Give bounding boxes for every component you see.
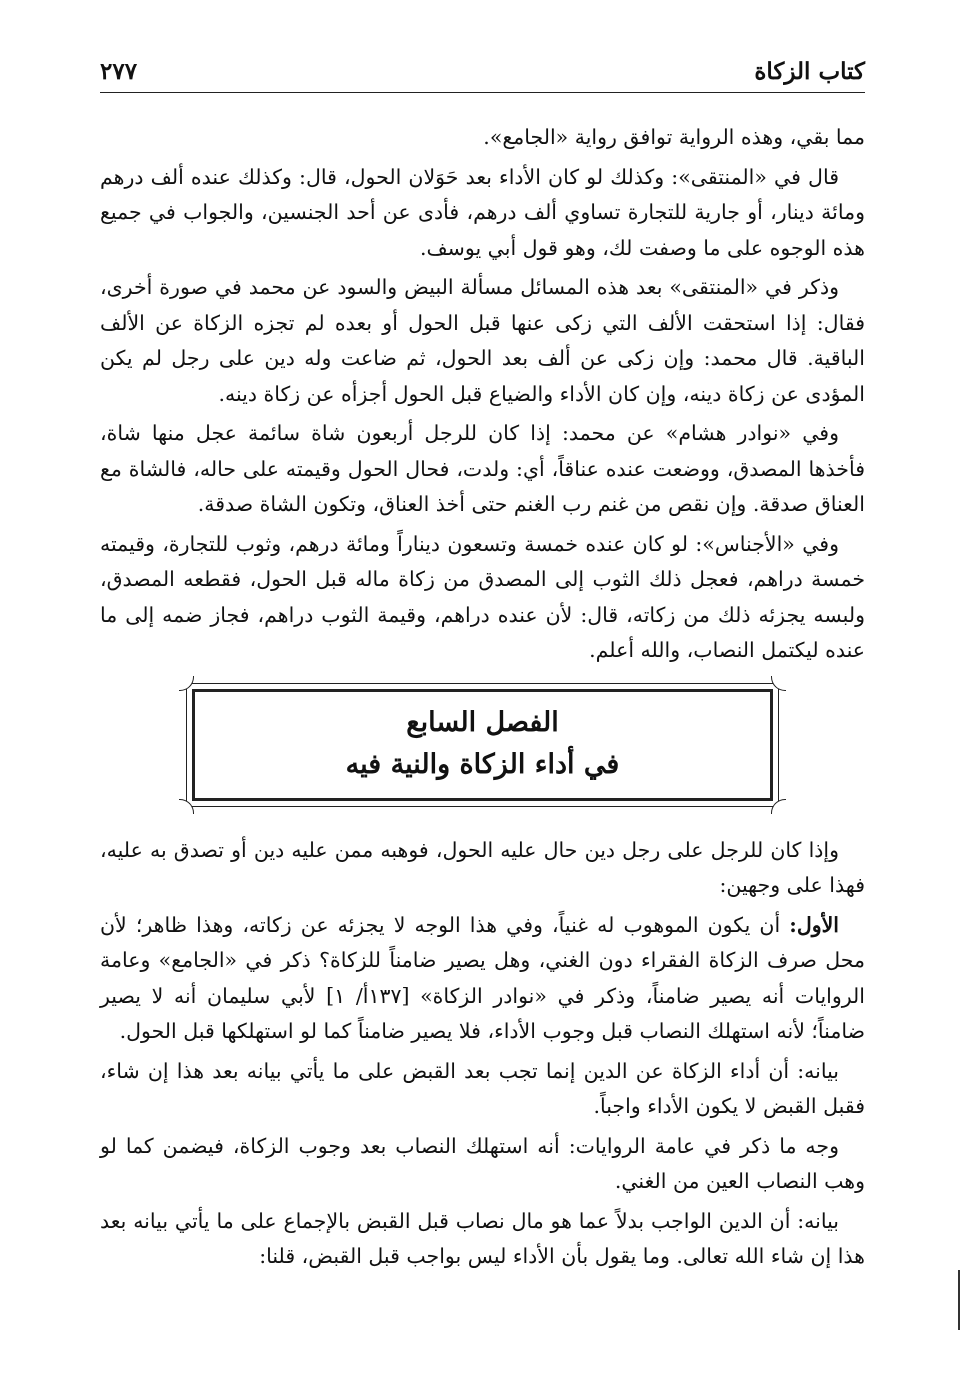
paragraph-text: قال في «المنتقى»: وكذلك لو كان الأداء بعد حَوَلان الحول، قال: وكذلك عنده ألف درهم ومائة دينار، أو جارية للتجارة تساوي ألف درهم، فأدى عن أحد الجنسين، والجواب في جميع هذه الوجوه على ما وصفت لك، وهو قول أبي يوسف. bbox=[100, 164, 865, 260]
paragraph bbox=[100, 527, 865, 669]
frame-corner-ornament bbox=[179, 799, 194, 814]
ornamental-frame bbox=[186, 683, 779, 807]
paragraph-text: مما بقي، وهذه الرواية توافق رواية «الجامع». bbox=[483, 125, 865, 149]
paragraph-text: وفي «نوادر هشام» عن محمد: إذا كان للرجل أربعون شاة سائمة عجل منها شاة، فأخذها المصدق، ووضعت عنده عناقاً، أي: ولدت، فحال الحول وقيمته على حاله، فالشاة مع العناق صدقة. وإن نقص من غنم رب الغنم حتى أخذ العناق، وتكون الشاة صدقة. bbox=[100, 421, 865, 516]
paragraph-text: بيانه: أن الدين الواجب بدلاً عما هو مال نصاب قبل القبض بالإجماع على ما يأتي بيانه بعد هذا إن شاء الله تعالى. وما يقول بأن الأداء ليس بواجب قبل القبض، قلنا: bbox=[100, 1208, 865, 1268]
paragraph-lead: الأول: bbox=[789, 912, 839, 937]
paragraph-text: وذكر في «المنتقى» بعد هذه المسائل مسألة البيض والسود عن محمد في صورة أخرى، فقال: إذا استحقت الألف التي زكى عنها قبل الحول أو بعده لم تجزه الزكاة عن الألف الباقية. قال محمد: وإن زكى عن ألف بعد الحول، ثم ضاعت وله دين على رجل لم يكن المؤدى عن زكاة دينه، وإن كان الأداء والضياع قبل الحول أجزأه عن زكاة دينه. bbox=[100, 275, 865, 406]
frame-corner-ornament bbox=[771, 799, 786, 814]
margin-scan-line bbox=[958, 1270, 960, 1330]
paragraph-text: وجه ما ذكر في عامة الروايات: أنه استهلك النصاب بعد وجوب الزكاة، فيضمن كما لو وهب النصاب العين من الغني. bbox=[100, 1133, 865, 1193]
paragraph bbox=[100, 270, 865, 412]
book-title: كتاب الزكاة bbox=[754, 58, 865, 85]
running-header bbox=[100, 52, 865, 93]
paragraph bbox=[100, 1129, 865, 1200]
paragraph bbox=[100, 833, 865, 904]
paragraph bbox=[100, 160, 865, 267]
paragraph bbox=[100, 1204, 865, 1275]
paragraph bbox=[100, 908, 865, 1050]
chapter-title bbox=[187, 702, 778, 786]
paragraph-text: أن يكون الموهوب له غنياً، وفي هذا الوجه لا يجزئه عن زكاته، وهذا ظاهر؛ لأن محل صرف الزكاة الفقراء دون الغني، وهل يصير ضامناً للزكاة؟ ذكر في «الجامع» وعامة الروايات أنه يصير ضامناً، وذكر في «نوادر الزكاة» [١٣٧أ/ ١] لأبي سليمان أنه لا يصير ضامناً؛ لأنه استهلك النصاب قبل وجوب الأداء، فلا يصير ضامناً كما لو استهلكها قبل الحول. bbox=[100, 912, 865, 1043]
body-text bbox=[100, 120, 865, 1279]
chapter-heading-frame bbox=[100, 683, 865, 823]
paragraph bbox=[100, 1054, 865, 1125]
paragraph-text: وإذا كان للرجل على رجل دين حال عليه الحول، فوهبه ممن عليه دين أو تصدق به عليه، فهذا على وجهين: bbox=[100, 837, 865, 897]
paragraph bbox=[100, 416, 865, 523]
paragraph-text: وفي «الأجناس»: لو كان عنده خمسة وتسعون ديناراً ومائة درهم، وثوب للتجارة، وقيمته خمسة دراهم، فعجل ذلك الثوب إلى المصدق من زكاة ماله قبل الحول، فقطعه المصدق، ولبسه يجزئه ذلك من زكاته، قال: لأن عنده دراهم، وقيمة الثوب دراهم، فجاز ضمه إلى ما عنده ليكتمل النصاب، والله أعلم. bbox=[100, 531, 865, 662]
paragraph bbox=[100, 120, 865, 156]
page-number: ٢٧٧ bbox=[100, 58, 138, 85]
frame-corner-ornament bbox=[179, 676, 194, 691]
chapter-title-line-2: في أداء الزكاة والنية فيه bbox=[345, 748, 620, 780]
chapter-title-line-1: الفصل السابع bbox=[406, 706, 559, 738]
frame-corner-ornament bbox=[771, 676, 786, 691]
paragraph-text: بيانه: أن أداء الزكاة عن الدين إنما تجب بعد القبض على ما يأتي بيانه بعد هذا إن شاء، فقبل القبض لا يكون الأداء واجباً. bbox=[100, 1058, 865, 1118]
